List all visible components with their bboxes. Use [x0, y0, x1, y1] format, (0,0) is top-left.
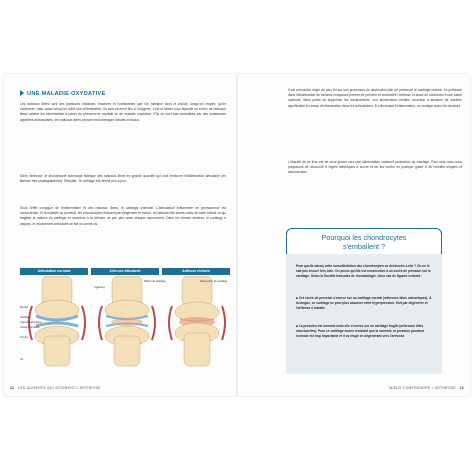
right-footer: [389, 386, 464, 390]
left-page: [4, 74, 236, 396]
callout-title-line1: Pourquoi les chondrocytes: [321, 233, 407, 242]
label-os: Os: [20, 358, 24, 361]
paragraph-radicaux-libres: Les radicaux libres sont des particules instables, réactives et indésirables que l'on fabrique sans le vouloir, lorsqu'on respire, qu'on s'alimente, mais aussi lorsqu'on subit une inflammation. Ils sont souvent liés à l'oxygène, c'est la raison pour laquelle un excès de radicaux libres amène les biochimistes à parler de phénomène oxydatif ou de maladie oxydative. S'ils ne sont pas neutralisés par des substances appelées antioxydants, les radicaux libres peuvent endommager cellules et tissus.: [20, 102, 226, 122]
callout-intro: Pour quelle raison cette sursollicitation des chondrocytes se déclenche-t-elle ? On ne le sait pas encore très bien. On pense qu'elle est consécutive à un excès de pression sur le cartilage. Selon la Société française de rhumatologie, deux cas de figures existent :: [296, 264, 431, 278]
paragraph-agir-tot: Il est primordial d'agir au plus tôt sur ces processus de destruction afin de préserver le cartilage restant. La présence dans l'alimentation de certains composés permet de prévenir et combattre l'arthrose et aussi de contribuer à une santé optimale. Sans parler de supprimer les médicaments, une alimentation étudiée contribue à abaisser de manière significative le niveau d'inflammation dans les articulations. En diminuant l'inflammation, on soulage aussi les douleurs.: [288, 88, 462, 108]
right-footer-text: MIEUX COMPRENDRE L'ARTHROSE: [389, 386, 456, 390]
section-title-text: UNE MALADIE OXYDATIVE: [27, 91, 106, 97]
callout-title-line2: s'emballent ?: [342, 242, 386, 251]
label-destruction: Destruction du cartilage: [200, 280, 228, 283]
triangle-bullet-icon: [20, 90, 24, 96]
label-cavite: Cavité articulaire: [20, 326, 40, 329]
right-page: [238, 74, 470, 396]
label-tendon: Tendon: [20, 336, 29, 339]
label-cartilage: Cartilage: [20, 316, 31, 319]
callout-box: [286, 254, 442, 374]
left-footer-text: LES ALIMENTS QUI SOIGNENT L'ARTHROSE: [18, 386, 101, 390]
left-footer: [10, 386, 101, 390]
label-ligament: Ligament: [94, 286, 105, 289]
joint-evoluee: [169, 276, 228, 366]
paragraph-objectif: L'objectif de ce livre est de vous guider vers une alimentation vraiment protectrice du cartilage. Pour cela nous vous proposons de découvrir 6 règles diététiques à suivre et de les mettre en pratique grâce à 45 recettes simples et savoureuses.: [288, 160, 462, 175]
figure-header-debutante: Arthrose débutante: [91, 268, 159, 275]
joint-illustration: [20, 268, 230, 368]
paragraph-chondrocyte: Dans l'arthrose, le chondrocyte surchargé fabrique des radicaux libres en grande quantité qui vont renforcer l'inflammation articulaire (en libérant des prostaglandines). Résultat : le cartilage est détruit peu à peu.: [20, 174, 226, 184]
label-capsule: Capsule articulaire: [20, 321, 42, 324]
knee-joints-drawing: [20, 276, 230, 368]
section-title: [20, 90, 106, 97]
joint-debutante: [99, 276, 155, 366]
figure-header-normal: Articulation normale: [20, 268, 88, 275]
callout-bullet-mecaniques: ■ Cet excès de pression s'exerce sur un cartilage normal (arthroses dites mécaniques). À la longue, ce cartilage ne peut plus assumer cette hyperpression, finit par dégénérer et l'arthrose s'installe.: [296, 296, 432, 310]
figure-header-evoluee: Arthrose évoluée: [162, 268, 230, 275]
callout-bullet-structurelles: ■ La pression est normale mais elle s'exerce sur un cartilage fragile (arthroses dites structurelles). Pour ce cartilage moins résistant que la normale, la pression pourtant normale est trop importante et il va réagir en dégénérant vers l'arthrose.: [296, 324, 424, 338]
paragraph-inflammation: Sous l'effet conjugué de l'inflammation et des radicaux libres, le cartilage s'amincit. L'articulation enflammée en permanence est douloureuse. Si la maladie se poursuit, les chondrocytes finissent par dégénérer et mourir, en laissant des zones vides de toute cellule ce qui fragilise la matrice du cartilage et contribue à la détruire un peu plus avec chaque mouvement. Dans les formes sévères, le cartilage a disparu, le mouvement articulaire se fait os contre os.: [20, 206, 226, 226]
label-muscle: Muscle: [20, 306, 29, 309]
label-debris: Débris de cartilage: [144, 280, 166, 283]
left-page-number: 12: [10, 386, 15, 390]
right-page-number: 13: [459, 386, 464, 390]
book-spread: [4, 74, 470, 396]
